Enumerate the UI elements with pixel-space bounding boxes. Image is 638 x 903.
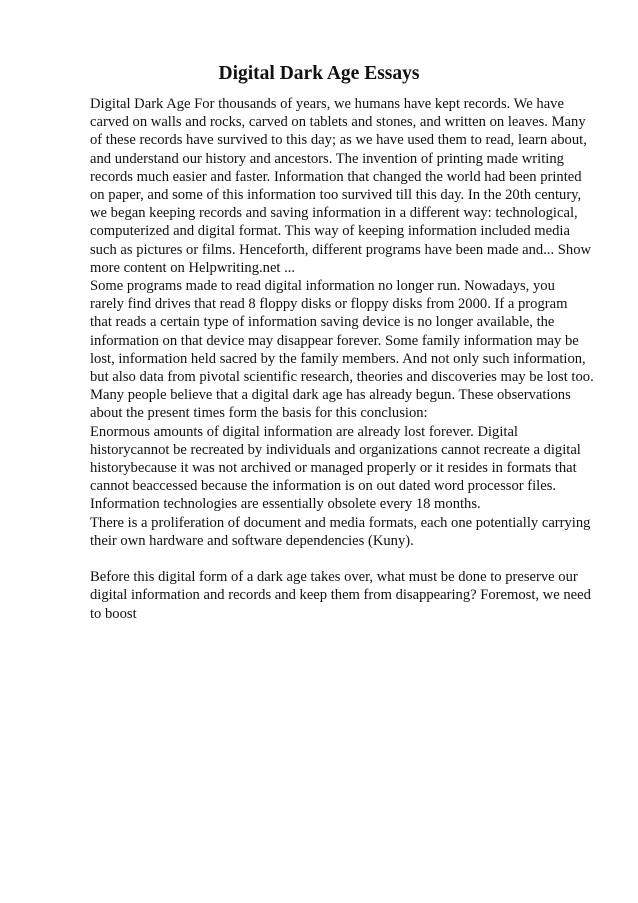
- body-text-line: about the present times form the basis for this conclusion:: [90, 405, 428, 422]
- body-text-line: that reads a certain type of information saving device is no longer available, the: [90, 314, 555, 331]
- body-text-line: carved on walls and rocks, carved on tablets and stones, and written on leaves. Many: [90, 114, 586, 131]
- body-text-line: Information technologies are essentially obsolete every 18 months.: [90, 496, 481, 513]
- body-text-line: records much easier and faster. Information that changed the world had been printed: [90, 168, 582, 185]
- body-text-line: such as pictures or films. Henceforth, different programs have been made and... Show: [90, 241, 592, 258]
- body-text-line: information on that device may disappear forever. Some family information may be: [90, 332, 579, 349]
- document-body: [90, 95, 635, 623]
- body-text-line: rarely find drives that read 8 floppy disks or floppy disks from 2000. If a program: [90, 296, 568, 313]
- body-text-line: computerized and digital format. This way of keeping information included media: [90, 223, 570, 240]
- body-text-line: Some programs made to read digital information no longer run. Nowadays, you: [90, 278, 555, 295]
- body-text-line: historycannot be recreated by individuals and organizations cannot recreate a digital: [90, 441, 581, 458]
- body-text-line: Digital Dark Age For thousands of years, we humans have kept records. We have: [90, 96, 564, 112]
- body-text-line: of these records have survived to this day; as we have used them to read, learn about,: [90, 132, 587, 149]
- body-text-line: There is a proliferation of document and media formats, each one potentially carrying: [90, 514, 591, 531]
- document-title: Digital Dark Age Essays: [218, 63, 420, 84]
- body-text-line: on paper, and some of this information too survived till this day. In the 20th century,: [90, 187, 582, 204]
- body-text-line: Before this digital form of a dark age takes over, what must be done to preserve our: [90, 569, 578, 586]
- body-text-line: digital information and records and keep them from disappearing? Foremost, we need: [90, 587, 591, 604]
- body-text-line: their own hardware and software dependencies (Kuny).: [90, 532, 414, 549]
- body-text-line: historybecause it was not archived or managed properly or it resides in formats that: [90, 460, 577, 477]
- body-text-line: more content on Helpwriting.net ...: [90, 259, 296, 276]
- body-text-line: we began keeping records and saving information in a different way: technological,: [90, 205, 578, 222]
- body-text-line: cannot beaccessed because the information is on out dated word processor files.: [90, 478, 557, 495]
- body-text-line: Enormous amounts of digital information are already lost forever. Digital: [90, 423, 518, 440]
- body-text-line: and understand our history and ancestors. The invention of printing made writing: [90, 150, 564, 167]
- body-text-line: lost, information held sacred by the family members. And not only such information,: [90, 350, 586, 367]
- paragraph-spacer: [90, 550, 635, 568]
- body-text-line: to boost: [90, 605, 137, 622]
- body-text-line: but also data from pivotal scientific research, theories and discoveries may be lost too.: [90, 369, 594, 386]
- body-text-line: Many people believe that a digital dark age has already begun. These observations: [90, 387, 571, 404]
